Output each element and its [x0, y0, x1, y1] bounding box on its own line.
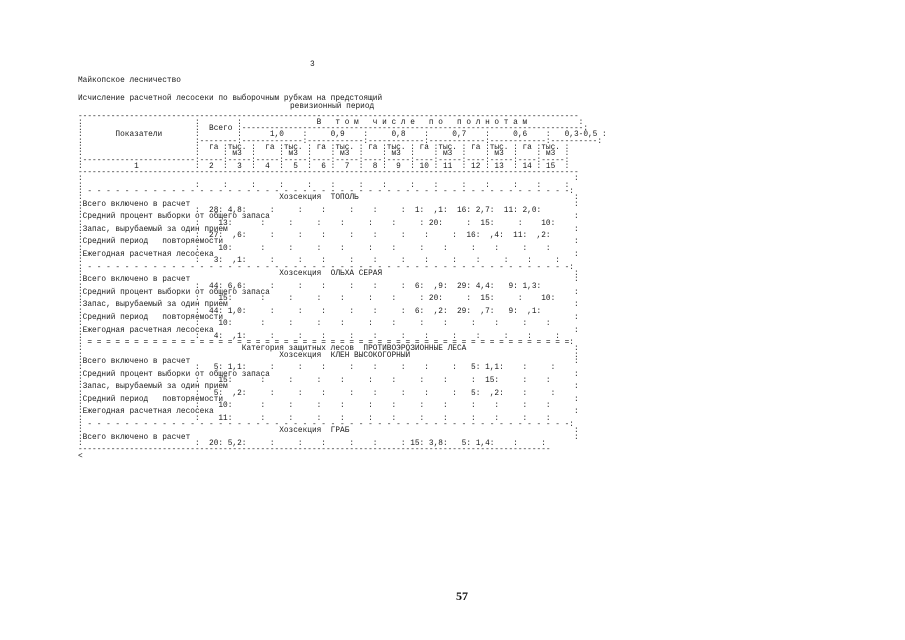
table-line: :Средний процент выборки от общего запаса :: [78, 370, 579, 379]
table-line: :Всего включено в расчет :: [78, 358, 579, 367]
table-line: <: [78, 452, 83, 461]
table-line: :------------------------:-----:-----:-----:-----:----:-----:----:-----:----:-----:----:-----:----:-----:: [78, 156, 570, 165]
table-line: : : : : : : : : : : : : : : : :: [78, 181, 570, 190]
page-number-top: 3: [310, 61, 315, 69]
table-line: :Запас, вырубаемый за один прием :: [78, 301, 579, 310]
table-line: : : 15: : : : : : : : : : 15: : :: [78, 376, 551, 385]
table-line: : :: [78, 175, 579, 184]
table-line: : = = = = = = = = = = = = = = = = = = = = = = = = = = = = = = = = = = = = = = = = = = = = = = = = = = = =:: [78, 339, 574, 348]
table-line: :Всего включено в расчет :: [78, 276, 579, 285]
table-line: :Средний период повторяемости :: [78, 238, 579, 247]
table-line: : Хозсекция ТОПОЛЬ :: [78, 194, 579, 203]
table-line: :Средний процент выборки от общего запаса :: [78, 213, 579, 222]
table-line: : - - - - - - - - - - - - - - - - - - - - - - - - - - - - - - - - - - - - - - - - - - - - - - - - - - - -:: [78, 421, 574, 430]
table-line: : Хозсекция КЛЕН ВЫСОКОГОРНЫЙ :: [78, 351, 579, 360]
table-line: : : 13: : : : : : : : 20: : 15: : 10:: [78, 219, 556, 228]
title-line-2: ревизионный период: [290, 102, 375, 111]
table-line: : Хозсекция ГРАБ :: [78, 427, 579, 436]
table-line: : : 10: : : : : : : : : : : : :: [78, 244, 551, 253]
table-line: : : 5: 1,1: : : : : : : : : 5: 1,1: : :: [78, 364, 556, 373]
table-line: : : 20: 5,2: : : : : : : 15: 3,8: 5: 1,4: : :: [78, 439, 546, 448]
table-line: :Ежегодная расчетная лесосека :: [78, 326, 579, 335]
table-line: : : : м3 : : м3 : : м3 : : м3 : : м3 : : м3 : : м3 :: [78, 150, 570, 159]
table-line: :Запас, вырубаемый за один прием :: [78, 225, 579, 234]
forestry-name: Майкопское лесничество: [78, 77, 181, 85]
table-line: -----------------------------------------------------------------------------------------------------------: [78, 169, 579, 178]
table-line: : - - - - - - - - - - - - - - - - - - - - - - - - - - - - - - - - - - - - - - - - - - - - - - - - - - - -:: [78, 188, 574, 197]
table-line: : Показатели : : 1,0 : 0,9 : 0,8 : 0,7 : 0,6 : 0,3-0,5 :: [78, 131, 607, 140]
table-line: : : 11: : : : : : : : : : : : :: [78, 414, 551, 423]
table-line: : Хозсекция ОЛЬХА СЕРАЯ :: [78, 269, 579, 278]
table-line: : : 3: ,1: : : : : : : : : : : : :: [78, 257, 560, 266]
table-line: : : 5: ,2: : : : : : : : : 5: ,2: : :: [78, 389, 556, 398]
title-line-1: Исчисление расчетной лесосеки по выборочным рубкам на предстоящий: [78, 95, 383, 103]
table-line: : : 15: : : : : : : : 20: : 15: : 10:: [78, 295, 556, 304]
table-line: : : 44: 1,0: : : : : : : 6: ,2: 29: ,7: 9: ,1:: [78, 307, 542, 316]
table-line: : : 28: 4,8: : : : : : : 1: ,1: 16: 2,7: 11: 2,0:: [78, 206, 542, 215]
table-line: : : : В т о м ч и с л е п о п о л н о т а м :: [78, 118, 584, 127]
table-line: :Всего включено в расчет :: [78, 200, 579, 209]
table-line: : Категория защитных лесов ПРОТИВОЭРОЗИОННЫЕ ЛЕСА :: [78, 345, 579, 354]
table-line: : :--------:-------------:------------:------------:------------:------------:----------:: [78, 137, 603, 146]
table-line: :Средний период повторяемости :: [78, 395, 579, 404]
table-line: : : 44: 6,6: : : : : : : 6: ,9: 29: 4,4: 9: 1,3:: [78, 282, 542, 291]
table-line: :Ежегодная расчетная лесосека :: [78, 408, 579, 417]
table-line: :Запас, вырубаемый за один прием :: [78, 383, 579, 392]
table-line: : : 10: : : : : : : : : : : : :: [78, 402, 551, 411]
table-line: :Средний процент выборки от общего запаса :: [78, 288, 579, 297]
table-line: :Средний период повторяемости :: [78, 314, 579, 322]
table-line: : : 27: ,6: : : : : : : : : 16: ,4: 11: ,2:: [78, 232, 551, 241]
table-line: : : 4: ,1: : : : : : : : : : : : :: [78, 332, 560, 341]
report-table: [78, 114, 607, 460]
table-line: -----------------------------------------------------------------------------------------------------------: [78, 112, 579, 121]
table-line: : : Всего :-------------------------------------------------------------------------:: [78, 125, 588, 134]
table-line: : - - - - - - - - - - - - - - - - - - - - - - - - - - - - - - - - - - - - - - - - - - - - - - - - - - - -:: [78, 263, 574, 272]
table-line: : 1 : 2 : 3 : 4 : 5 : 6 : 7 : 8 : 9 : 10 : 11 : 12 : 13 : 14 : 15 :: [78, 162, 570, 171]
document-title: [78, 96, 382, 112]
table-line: -----------------------------------------------------------------------------------------------------: [78, 446, 551, 455]
table-line: : : га :тыс. : га :тыс. : га :тыс. : га :тыс. : га :тыс. : га :тыс. : га :тыс. :: [78, 143, 570, 152]
table-line: :Ежегодная расчетная лесосека :: [78, 251, 579, 260]
table-line: :Всего включено в расчет :: [78, 433, 579, 442]
table-line: : : 10: : : : : : : : : : : : :: [78, 320, 551, 329]
page-folio: 57: [456, 589, 468, 603]
